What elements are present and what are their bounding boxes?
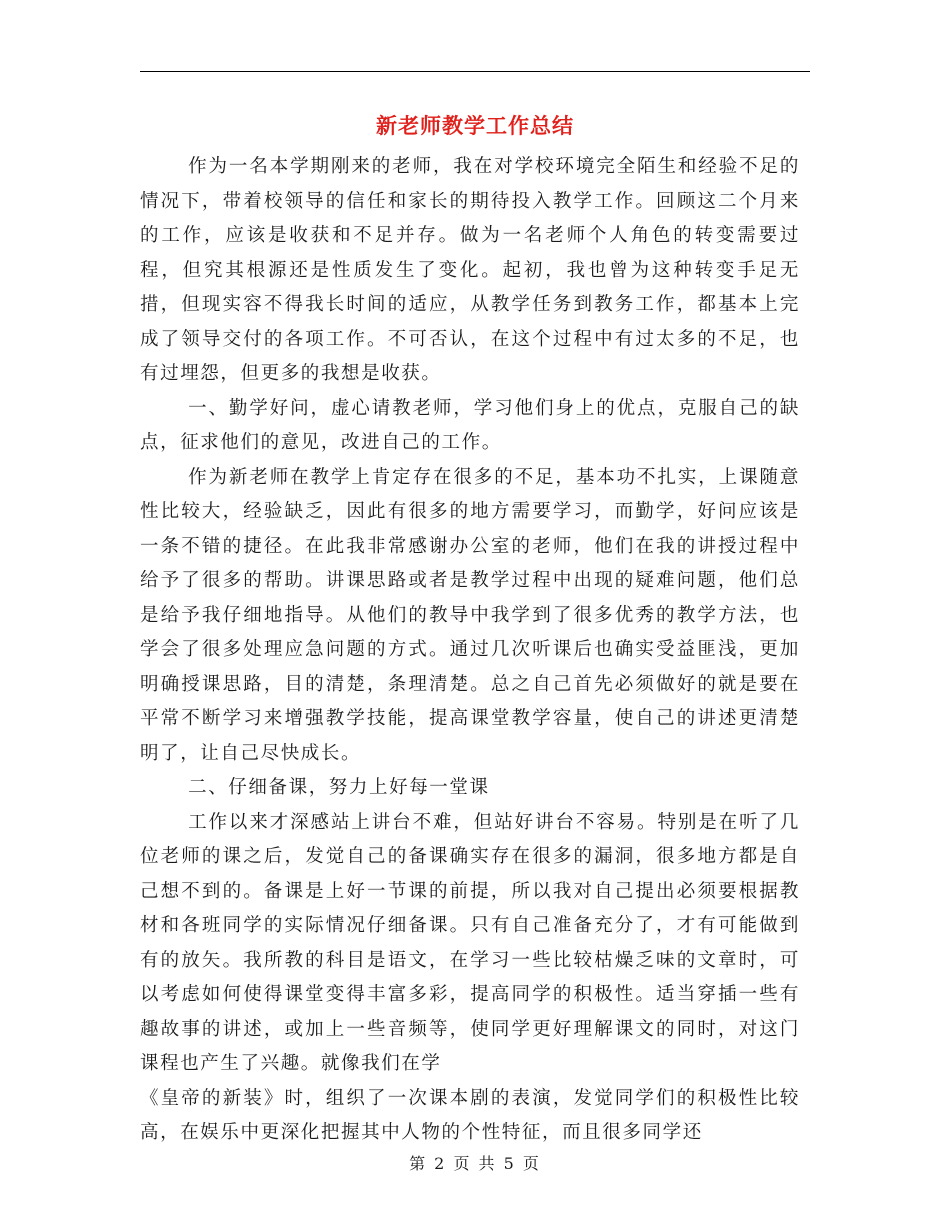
- paragraph-continuation: 《皇帝的新装》时，组织了一次课本剧的表演，发觉同学们的积极性比较高，在娱乐中更深化把握其中人物的个性特征，而且很多同学还: [140, 1087, 800, 1143]
- document-title: 新老师教学工作总结: [376, 113, 574, 138]
- section-heading-2: 二、仔细备课，努力上好每一堂课: [188, 777, 490, 798]
- paragraph-section-2: 工作以来才深感站上讲台不难，但站好讲台不容易。特别是在听了几位老师的课之后，发觉自己的备课确实存在很多的漏洞，很多地方都是自己想不到的。备课是上好一节课的前提，所以我对自己提出必须要根据教材和各班同学的实际情况仔细备课。只有自己准备充分了，才有可能做到有的放矢。我所教的科目是语文，在学习一些比较枯燥乏味的文章时，可以考虑如何使得课堂变得丰富多彩，提高同学的积极性。适当穿插一些有趣故事的讲述，或加上一些音频等，使同学更好理解课文的同时，对这门课程也产生了兴趣。就像我们在学: [140, 811, 800, 1074]
- paragraph-section-1: 作为新老师在教学上肯定存在很多的不足，基本功不扎实，上课随意性比较大，经验缺乏，因此有很多的地方需要学习，而勤学，好问应该是一条不错的捷径。在此我非常感谢办公室的老师，他们在我的讲授过程中给予了很多的帮助。讲课思路或者是教学过程中出现的疑难问题，他们总是给予我仔细地指导。从他们的教导中我学到了很多优秀的教学方法，也学会了很多处理应急问题的方式。通过几次听课后也确实受益匪浅，更加明确授课思路，目的清楚，条理清楚。总之自己首先必须做好的就是要在平常不断学习来增强教学技能，提高课堂教学容量，使自己的讲述更清楚明了，让自己尽快成长。: [140, 466, 800, 764]
- section-heading-1: 一、勤学好问，虚心请教老师，学习他们身上的优点，克服自己的缺点，征求他们的意见，改进自己的工作。: [140, 397, 800, 453]
- page-number: 第 2 页 共 5 页: [409, 1154, 541, 1173]
- header-rule: [140, 71, 810, 72]
- paragraph-intro: 作为一名本学期刚来的老师，我在对学校环境完全陌生和经验不足的情况下，带着校领导的信任和家长的期待投入教学工作。回顾这二个月来的工作，应该是收获和不足并存。做为一名老师个人角色的转变需要过程，但究其根源还是性质发生了变化。起初，我也曾为这种转变手足无措，但现实容不得我长时间的适应，从教学任务到教务工作，都基本上完成了领导交付的各项工作。不可否认，在这个过程中有过太多的不足，也有过埋怨，但更多的我想是收获。: [140, 156, 800, 384]
- document-body: [140, 150, 800, 1151]
